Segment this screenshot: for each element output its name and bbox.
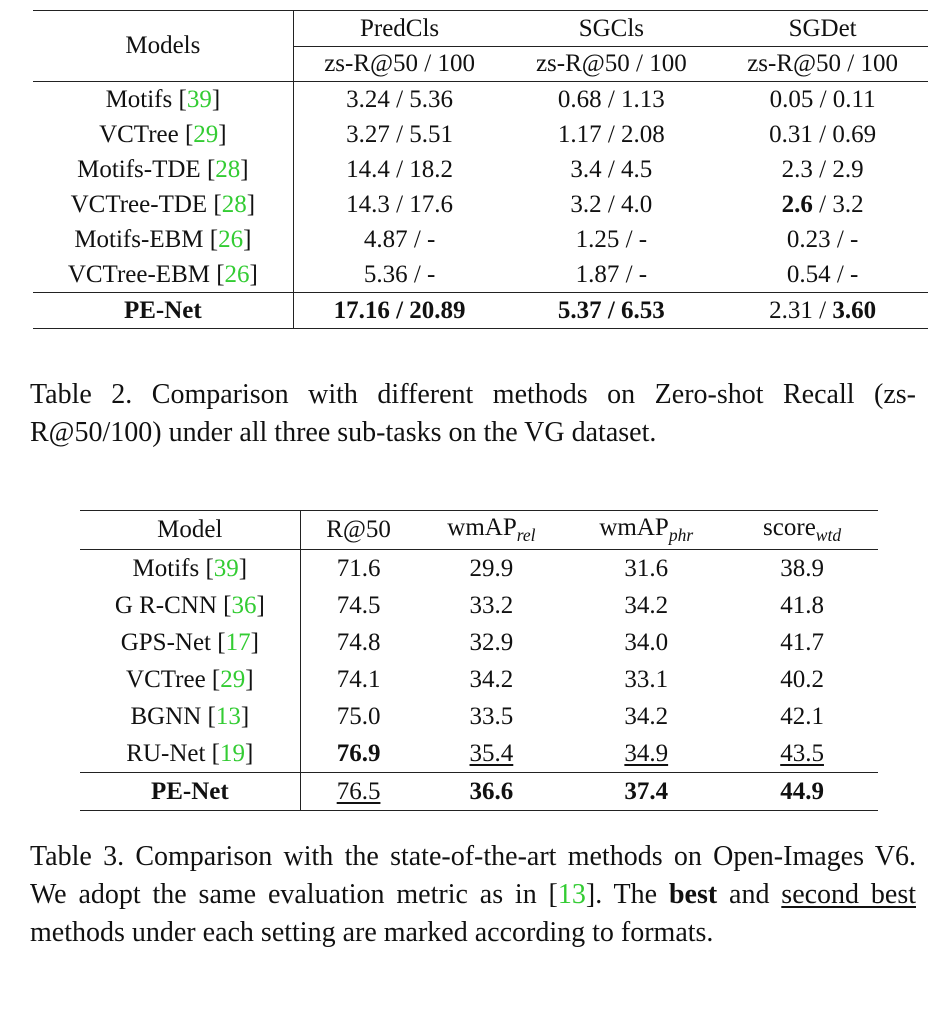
model-cell: Motifs [39]: [80, 550, 300, 588]
sgcls-cell: 1.87 / -: [575, 260, 648, 288]
citation-link[interactable]: 13: [557, 879, 586, 910]
header-sgcls: SGCls: [505, 11, 717, 47]
citation-link[interactable]: 26: [218, 225, 244, 253]
header-wmap-rel: wmAP$_{rel}$: [417, 511, 567, 550]
model-cell: VCTree-EBM [26]: [33, 257, 293, 293]
score-cell: 43.5: [780, 739, 824, 767]
model-cell: Motifs [39]: [33, 82, 293, 118]
predcls-cell: 5.36 / -: [363, 260, 436, 288]
wmap-phr-cell: 34.2: [624, 591, 669, 619]
model-cell: Motifs-TDE [28]: [33, 152, 293, 187]
model-cell: Motifs-EBM [26]: [33, 222, 293, 257]
model-cell: PE-Net: [80, 773, 300, 811]
model-cell: GPS-Net [17]: [80, 624, 300, 661]
r50-cell: 76.9: [336, 739, 381, 767]
citation-link[interactable]: 26: [224, 260, 250, 288]
score-cell: 44.9: [726, 773, 878, 811]
citation-link[interactable]: 13: [215, 702, 241, 730]
table-row: [33, 187, 928, 222]
r50-cell: 71.6: [300, 550, 416, 588]
citation-link[interactable]: 36: [231, 591, 257, 619]
metric-sgcls: zs-R@50 / 100: [505, 47, 717, 82]
predcls-cell: 14.4 / 18.2: [346, 155, 454, 183]
wmap-rel-cell: 29.9: [417, 550, 567, 588]
table-row: [80, 624, 878, 661]
sgdet-cell: 2.3 / 2.9: [781, 155, 864, 183]
wmap-phr-cell: 33.1: [624, 665, 669, 693]
table-3: [80, 510, 878, 811]
r50-cell: 74.5: [336, 591, 381, 619]
model-cell: BGNN [13]: [80, 698, 300, 735]
best-label: best: [668, 879, 718, 910]
metric-predcls: zs-R@50 / 100: [293, 47, 505, 82]
predcls-cell: 3.27 / 5.51: [346, 120, 454, 148]
header-predcls: PredCls: [293, 11, 505, 47]
sgcls-cell: 3.4 / 4.5: [570, 155, 653, 183]
table-row: [80, 661, 878, 698]
sgcls-cell: 3.2 / 4.0: [570, 190, 653, 218]
header-models: Models: [33, 11, 293, 82]
model-cell: VCTree-TDE [28]: [33, 187, 293, 222]
predcls-cell: 17.16 / 20.89: [293, 293, 505, 329]
citation-link[interactable]: 17: [225, 628, 251, 656]
table-row: [33, 257, 928, 293]
model-cell: VCTree [29]: [33, 117, 293, 152]
citation-link[interactable]: 39: [186, 85, 212, 113]
predcls-cell: 3.24 / 5.36: [293, 82, 505, 118]
table-2-caption: Table 2. Comparison with different methods on Zero-shot Recall (zs-R@50/100) under all three sub-tasks on the VG dataset.: [30, 379, 916, 448]
header-sgdet: SGDet: [717, 11, 928, 47]
citation-link[interactable]: 19: [220, 739, 246, 767]
table-row: [80, 698, 878, 735]
wmap-phr-cell: 31.6: [566, 550, 726, 588]
model-cell: PE-Net: [33, 293, 293, 329]
wmap-phr-cell: 34.9: [624, 739, 669, 767]
header-score-wtd: score$_{wtd}$: [726, 511, 878, 550]
score-cell: 42.1: [780, 702, 824, 730]
wmap-rel-cell: 34.2: [469, 665, 514, 693]
citation-link[interactable]: 28: [215, 155, 241, 183]
table-row-pe-net: [80, 773, 878, 811]
citation-link[interactable]: 29: [220, 665, 246, 693]
predcls-cell: 4.87 / -: [363, 225, 436, 253]
sgdet-cell: 0.23 / -: [786, 225, 859, 253]
score-cell: 41.8: [780, 591, 824, 619]
wmap-rel-cell: 35.4: [469, 739, 514, 767]
sgdet-cell: 2.6 / 3.2: [781, 190, 864, 218]
table-row: [80, 587, 878, 624]
model-cell: VCTree [29]: [80, 661, 300, 698]
model-cell: G R-CNN [36]: [80, 587, 300, 624]
table-3-caption: Table 3. Comparison with the state-of-the-art methods on Open-Images V6. We adopt the same evaluation metric as in [13]. The best and second best methods under each setting are marked according to formats.: [30, 841, 916, 948]
wmap-rel-cell: 33.5: [469, 702, 514, 730]
table-row: [80, 735, 878, 773]
r50-cell: 76.5: [300, 773, 416, 811]
sgcls-cell: 0.68 / 1.13: [505, 82, 717, 118]
score-cell: 40.2: [780, 665, 824, 693]
sgdet-cell: 0.31 / 0.69: [769, 120, 877, 148]
sgdet-cell: 2.31 / 3.60: [717, 293, 928, 329]
citation-link[interactable]: 28: [221, 190, 247, 218]
wmap-rel-cell: 32.9: [469, 628, 514, 656]
table-row: [80, 550, 878, 588]
table-row: [33, 152, 928, 187]
model-cell: RU-Net [19]: [80, 735, 300, 773]
table-row: [33, 117, 928, 152]
metric-sgdet: zs-R@50 / 100: [717, 47, 928, 82]
r50-cell: 75.0: [336, 702, 381, 730]
wmap-rel-cell: 36.6: [417, 773, 567, 811]
wmap-phr-cell: 34.0: [624, 628, 669, 656]
r50-cell: 74.8: [336, 628, 381, 656]
sgcls-cell: 1.25 / -: [575, 225, 648, 253]
predcls-cell: 14.3 / 17.6: [346, 190, 454, 218]
sgcls-cell: 5.37 / 6.53: [505, 293, 717, 329]
wmap-rel-cell: 33.2: [469, 591, 514, 619]
sgdet-cell: 0.05 / 0.11: [717, 82, 928, 118]
score-cell: 38.9: [726, 550, 878, 588]
table-row: [33, 222, 928, 257]
sgcls-cell: 1.17 / 2.08: [557, 120, 665, 148]
table-row: [33, 82, 928, 118]
citation-link[interactable]: 29: [193, 120, 219, 148]
citation-link[interactable]: 39: [213, 554, 239, 582]
r50-cell: 74.1: [336, 665, 381, 693]
score-cell: 41.7: [780, 628, 824, 656]
header-r50: R@50: [300, 511, 416, 550]
header-wmap-phr: wmAP$_{phr}$: [566, 511, 726, 550]
second-best-label: second best: [781, 879, 916, 910]
table-2: [33, 10, 928, 329]
header-model: Model: [80, 511, 300, 550]
wmap-phr-cell: 37.4: [566, 773, 726, 811]
wmap-phr-cell: 34.2: [624, 702, 669, 730]
table-row-pe-net: [33, 293, 928, 329]
sgdet-cell: 0.54 / -: [786, 260, 859, 288]
